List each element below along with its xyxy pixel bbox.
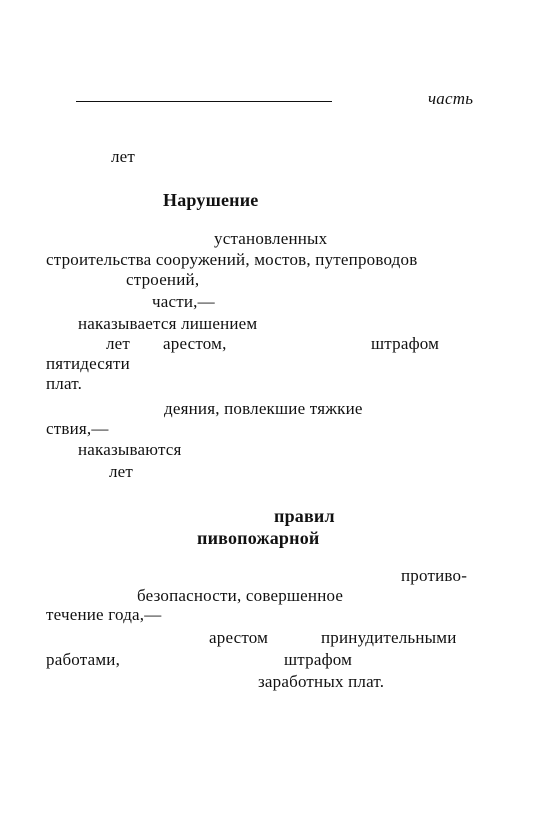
text-line: плат. xyxy=(46,374,83,393)
text-line: ствия,— xyxy=(46,419,109,438)
article-heading: пивопожарной xyxy=(197,528,320,548)
text-line: заработных плат. xyxy=(258,672,385,691)
article-heading: Нарушение xyxy=(163,190,259,210)
text-line: принудительными xyxy=(321,628,457,647)
header-word: часть xyxy=(428,89,474,108)
text-line: арестом, xyxy=(163,334,227,353)
text-line: штрафом xyxy=(371,334,440,353)
text-line: наказывается лишением xyxy=(78,314,258,333)
text-line: работами, xyxy=(46,650,121,669)
text-line: части,— xyxy=(152,292,215,311)
text-line: противо- xyxy=(401,566,468,585)
text-line: строительства сооружений, мостов, путепроводов xyxy=(46,250,418,269)
text-line: лет xyxy=(109,462,134,481)
article-heading: правил xyxy=(274,506,335,526)
text-line: наказываются xyxy=(78,440,182,459)
text-line: лет xyxy=(106,334,131,353)
text-line: безопасности, совершенное xyxy=(137,586,344,605)
text-line: течение года,— xyxy=(46,605,162,624)
text-line: арестом xyxy=(209,628,269,647)
text-line: строений, xyxy=(126,270,200,289)
text-line: лет xyxy=(111,147,136,166)
text-line: пятидесяти xyxy=(46,354,130,373)
text-line: штрафом xyxy=(284,650,353,669)
horizontal-rule xyxy=(76,101,332,102)
text-line: установленных xyxy=(214,229,328,248)
text-line: деяния, повлекшие тяжкие xyxy=(164,399,363,418)
